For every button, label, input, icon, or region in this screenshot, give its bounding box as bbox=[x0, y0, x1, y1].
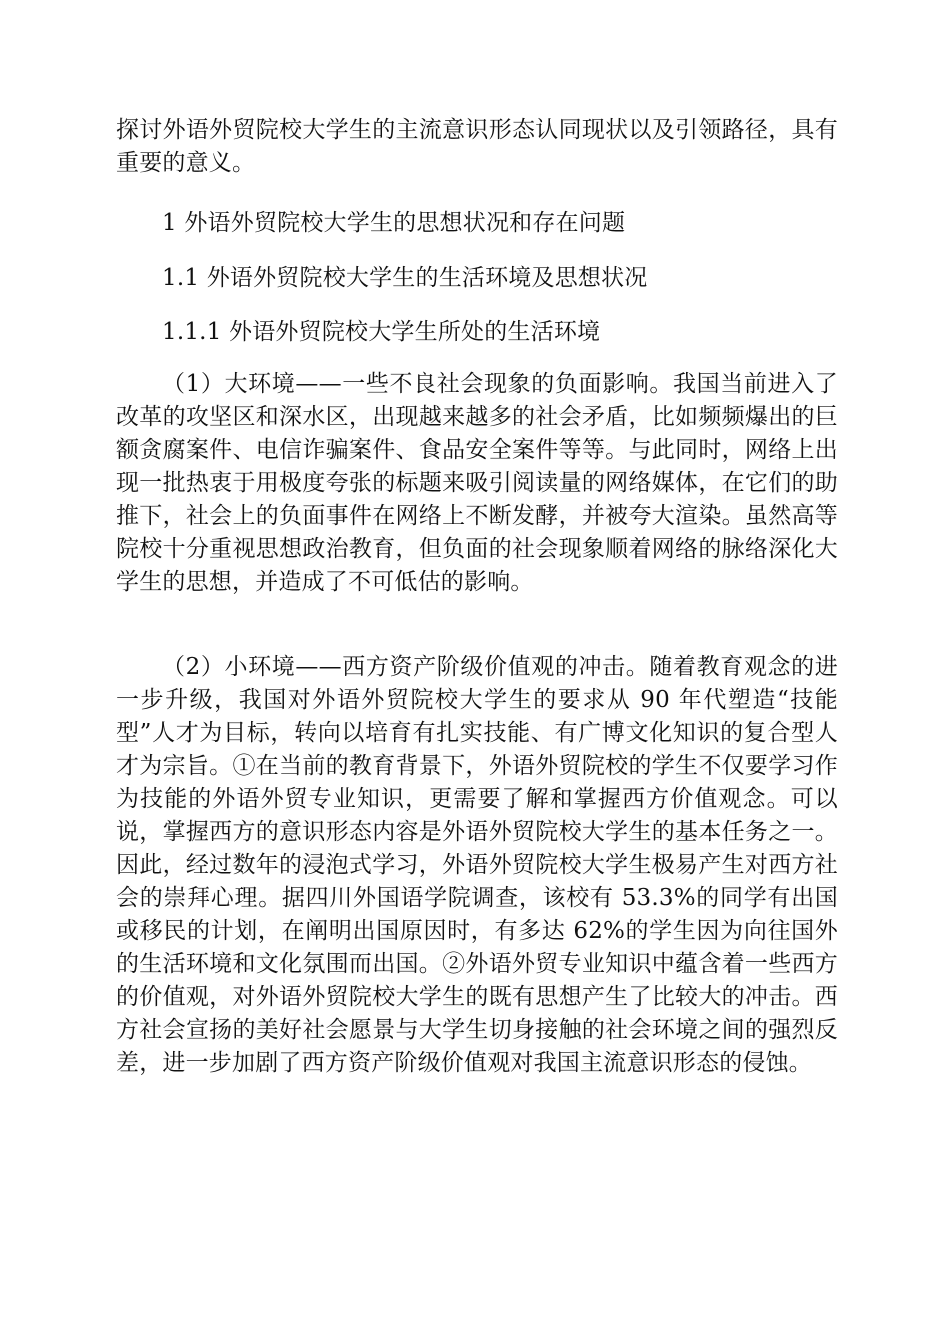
section-heading-1-1-1: 1.1.1 外语外贸院校大学生所处的生活环境 bbox=[162, 319, 601, 345]
paragraph-small-environment: （2）小环境——西方资产阶级价值观的冲击。随着教育观念的进一步升级，我国对外语外贸院校大学生的要求从 90 年代塑造“技能型”人才为目标，转向以培育有扎实技能、有广博文化知识的复合型人才为宗旨。①在当前的教育背景下，外语外贸院校的学生不仅要学习作为技能的外语外贸专业知识，更需要了解和掌握西方价值观念。可以说，掌握西方的意识形态内容是外语外贸院校大学生的基本任务之一。因此，经过数年的浸泡式学习，外语外贸院校大学生极易产生对西方社会的崇拜心理。据四川外国语学院调查，该校有 53.3%的同学有出国或移民的计划，在阐明出国原因时，有多达 62%的学生因为向往国外的生活环境和文化氛围而出国。②外语外贸专业知识中蕴含着一些西方的价值观，对外语外贸院校大学生的既有思想产生了比较大的冲击。西方社会宣扬的美好社会愿景与大学生切身接触的社会环境之间的强烈反差，进一步加剧了西方资产阶级价值观对我国主流意识形态的侵蚀。 bbox=[116, 654, 838, 1076]
paragraph-big-environment: （1）大环境——一些不良社会现象的负面影响。我国当前进入了改革的攻坚区和深水区，出现越来越多的社会矛盾，比如频频爆出的巨额贪腐案件、电信诈骗案件、食品安全案件等等。与此同时，网络上出现一批热衷于用极度夸张的标题来吸引阅读量的网络媒体，在它们的助推下，社会上的负面事件在网络上不断发酵，并被夸大渲染。虽然高等院校十分重视思想政治教育，但负面的社会现象顺着网络的脉络深化大学生的思想，并造成了不可低估的影响。 bbox=[116, 371, 838, 595]
intro-paragraph: 探讨外语外贸院校大学生的主流意识形态认同现状以及引领路径，具有重要的意义。 bbox=[116, 117, 838, 176]
section-heading-1-1: 1.1 外语外贸院校大学生的生活环境及思想状况 bbox=[162, 265, 648, 291]
section-heading-1: 1 外语外贸院校大学生的思想状况和存在问题 bbox=[162, 210, 626, 236]
